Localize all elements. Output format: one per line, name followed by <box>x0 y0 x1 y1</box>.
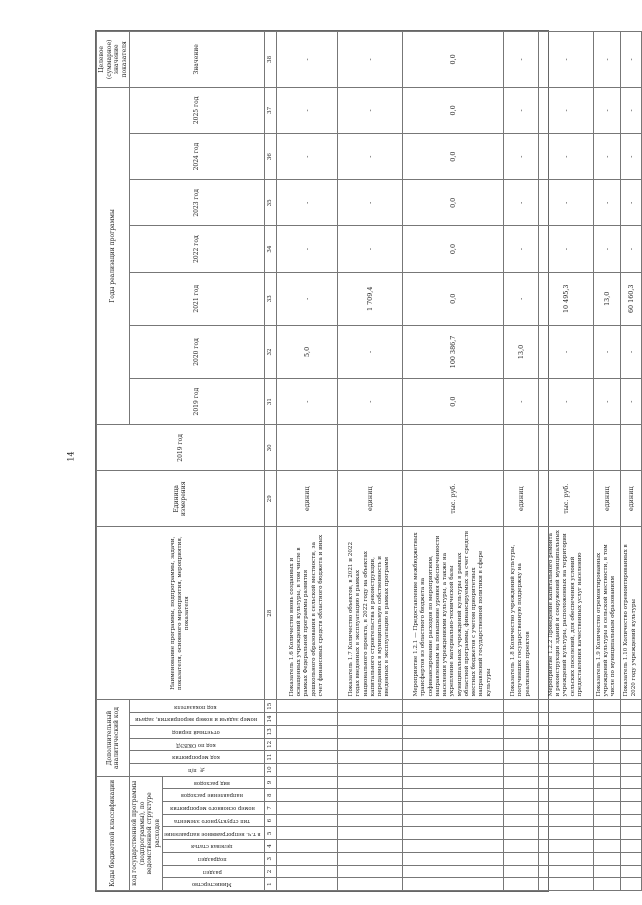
code-cell <box>402 840 503 853</box>
code-cell <box>620 802 641 815</box>
col-num: 3 <box>264 852 276 865</box>
code-cell <box>503 725 538 738</box>
sub-col-5: в т.ч. непрограммное направление <box>164 830 261 837</box>
code-cell <box>593 738 620 751</box>
code-cell <box>503 713 538 726</box>
code-cell <box>620 789 641 802</box>
sub-col-2: раздел <box>202 868 222 875</box>
year-value-cell: 100 386,7 <box>402 325 503 378</box>
year-value-cell: - <box>503 272 538 325</box>
year-value-cell: - <box>538 133 593 179</box>
sub-col-4: целевая статья <box>191 843 233 850</box>
indicator-name: Показатель 1.8 Количество учреждений культуры, получивших государственную поддержку на реализацию проектов <box>503 526 538 699</box>
code-cell <box>538 789 593 802</box>
year-value-cell: - <box>503 226 538 272</box>
code-cell <box>503 751 538 764</box>
code-cell <box>503 827 538 840</box>
code-cell <box>593 827 620 840</box>
base-year-cell <box>337 425 402 471</box>
code-cell <box>402 738 503 751</box>
indicator-name: Мероприятие 1.2.1 — Предоставление межбюджетных трансфертов из областного бюджета на софинансирование расходов по мероприятиям, направленным на повышение уровня обеспеченности населения учреждениями культуры, а также на укрепление материально-технической базы муниципальных учреждений культуры в рамках областной программы, финансируемых за счет средств местных бюджетов с учетом приоритетных направлений государственной политики в сфере культуры <box>402 526 503 699</box>
unit-cell: тыс. руб. <box>402 471 503 526</box>
code-cell <box>593 865 620 878</box>
sub-col-3: подраздел <box>197 856 227 862</box>
code-cell <box>538 814 593 827</box>
col-num: 10 <box>264 763 276 776</box>
code-cell <box>402 700 503 713</box>
code-cell <box>538 802 593 815</box>
code-cell <box>503 814 538 827</box>
code-cell <box>276 713 337 726</box>
year-header-2: 2020 год <box>130 325 265 378</box>
years-group-header: Годы реализации программы <box>97 87 130 425</box>
budget-class-header: Коды бюджетной классификации <box>97 776 130 890</box>
activity-col-4: отчетный период <box>171 728 220 735</box>
code-cell <box>402 802 503 815</box>
code-cell <box>503 763 538 776</box>
code-cell <box>620 725 641 738</box>
code-cell <box>620 738 641 751</box>
code-cell <box>593 814 620 827</box>
base-year-cell <box>538 425 593 471</box>
code-cell <box>593 700 620 713</box>
table-row <box>337 32 402 891</box>
col-num: 34 <box>264 226 276 272</box>
code-cell <box>337 865 402 878</box>
col-num: 38 <box>264 32 276 88</box>
final-group-header: Целевое (суммарное) значение показателя <box>97 32 130 88</box>
unit-header: Единица измерения <box>97 471 265 526</box>
year-value-cell: 10 495,3 <box>538 272 593 325</box>
year-value-cell: 0,0 <box>402 379 503 425</box>
col-num: 5 <box>264 827 276 840</box>
page-number: 14 <box>66 451 76 462</box>
base-year-cell <box>276 425 337 471</box>
code-cell <box>402 751 503 764</box>
code-cell <box>593 852 620 865</box>
code-cell <box>276 738 337 751</box>
indicator-name: Мероприятие 1.2.2 Проведение капитального ремонта и реконструкции зданий и сооружений муниципальных учреждений культуры, расположенных на территории сельских поселений, для обеспечения условий предоставления качественных услуг населению <box>538 526 593 699</box>
sub-col-6: тип структурного элемента <box>174 817 251 824</box>
col-num: 6 <box>264 814 276 827</box>
code-cell <box>503 802 538 815</box>
code-cell <box>402 789 503 802</box>
year-value-cell: - <box>593 133 620 179</box>
code-cell <box>402 814 503 827</box>
code-cell <box>538 751 593 764</box>
year-value-cell: - <box>620 133 641 179</box>
code-cell <box>593 725 620 738</box>
year-value-cell: 13,0 <box>593 272 620 325</box>
code-cell <box>593 878 620 891</box>
base-year-cell <box>593 425 620 471</box>
code-cell <box>503 865 538 878</box>
code-cell <box>538 713 593 726</box>
indicator-name: Показатель 1.7 Количество объектов, в 2021 и 2022 годах введенных в эксплуатацию в рамках национального проекта, в 2022 году на объектах капитального строительства и реконструкции, переданных в муниципальную собственность и введенных в эксплуатацию в рамках программ <box>337 526 402 699</box>
year-value-cell: - <box>337 180 402 226</box>
code-cell <box>593 802 620 815</box>
final-value-cell: - <box>276 32 337 88</box>
year-header-3: 2021 год <box>130 272 265 325</box>
col-num: 7 <box>264 802 276 815</box>
program-indicators-table <box>96 31 642 891</box>
year-value-cell: - <box>593 180 620 226</box>
year-value-cell: - <box>538 180 593 226</box>
year-value-cell: - <box>503 180 538 226</box>
code-cell <box>503 840 538 853</box>
code-cell <box>620 713 641 726</box>
code-cell <box>276 776 337 789</box>
year-value-cell: - <box>620 379 641 425</box>
code-cell <box>276 802 337 815</box>
col-num: 14 <box>264 713 276 726</box>
code-cell <box>337 789 402 802</box>
year-value-cell: - <box>276 133 337 179</box>
code-cell <box>593 789 620 802</box>
code-cell <box>402 776 503 789</box>
year-value-cell: - <box>620 180 641 226</box>
code-cell <box>276 700 337 713</box>
unit-cell: единиц <box>503 471 538 526</box>
year-value-cell: - <box>337 379 402 425</box>
activity-col-1: № п/п <box>187 767 204 774</box>
code-cell <box>337 763 402 776</box>
col-num: 12 <box>264 738 276 751</box>
year-value-cell: - <box>337 325 402 378</box>
year-header-7: 2025 год <box>130 87 265 133</box>
year-value-cell: - <box>276 180 337 226</box>
code-cell <box>503 789 538 802</box>
code-cell <box>402 713 503 726</box>
code-cell <box>538 840 593 853</box>
year-value-cell: 60 160,3 <box>620 272 641 325</box>
code-cell <box>337 852 402 865</box>
year-header-4: 2022 год <box>130 226 265 272</box>
code-cell <box>276 865 337 878</box>
indicator-name: Показатель 1.9 Количество отремонтированных учреждений культуры в сельской местности, в том числе по муниципальным образованиям <box>593 526 620 699</box>
year-header-1: 2019 год <box>130 379 265 425</box>
sub-col-1: Министерство <box>192 881 233 888</box>
code-cell <box>503 776 538 789</box>
base-year-cell <box>402 425 503 471</box>
year-value-cell: - <box>593 379 620 425</box>
year-value-cell: 13,0 <box>503 325 538 378</box>
code-cell <box>337 713 402 726</box>
year-value-cell: - <box>538 325 593 378</box>
col-num: 36 <box>264 133 276 179</box>
gp-class-header: код государственной программы (подпрограммы), по ведомственной структуре расходов <box>130 776 163 890</box>
code-cell <box>503 738 538 751</box>
code-cell <box>620 763 641 776</box>
code-cell <box>276 840 337 853</box>
code-cell <box>276 852 337 865</box>
table-row <box>276 32 337 891</box>
activity-class-header: Дополнительный аналитический код <box>97 700 130 776</box>
col-num: 11 <box>264 751 276 764</box>
code-cell <box>337 814 402 827</box>
col-num: 37 <box>264 87 276 133</box>
final-value-cell: - <box>593 32 620 88</box>
sub-col-8: направление расходов <box>181 792 244 799</box>
code-cell <box>593 713 620 726</box>
code-cell <box>337 700 402 713</box>
col-num: 8 <box>264 789 276 802</box>
code-cell <box>620 878 641 891</box>
code-cell <box>593 776 620 789</box>
code-cell <box>276 763 337 776</box>
year-value-cell: 0,0 <box>402 272 503 325</box>
code-cell <box>538 725 593 738</box>
code-cell <box>276 725 337 738</box>
year-value-cell: 1 709,4 <box>337 272 402 325</box>
activity-col-6: код показателя <box>174 703 217 710</box>
code-cell <box>538 763 593 776</box>
year-value-cell: 0,0 <box>402 226 503 272</box>
unit-cell: единиц <box>276 471 337 526</box>
year-header-6: 2024 год <box>130 133 265 179</box>
year-header-5: 2023 год <box>130 180 265 226</box>
activity-col-3: код по ОКВЭД <box>175 741 216 748</box>
final-col-header: Значение <box>130 32 265 88</box>
code-cell <box>538 852 593 865</box>
code-cell <box>402 878 503 891</box>
col-num: 2 <box>264 865 276 878</box>
sub-col-9: вид расходов <box>194 779 231 786</box>
col-num: 28 <box>264 526 276 699</box>
code-cell <box>402 852 503 865</box>
code-cell <box>402 725 503 738</box>
table-row <box>620 32 641 891</box>
year-value-cell: - <box>276 272 337 325</box>
activity-col-2: код мероприятия <box>171 754 220 761</box>
final-value-cell: - <box>503 32 538 88</box>
table-row <box>402 32 503 891</box>
code-cell <box>402 827 503 840</box>
code-cell <box>503 700 538 713</box>
year-value-cell: - <box>620 87 641 133</box>
code-cell <box>276 789 337 802</box>
unit-cell: тыс. руб. <box>538 471 593 526</box>
year-value-cell: - <box>337 133 402 179</box>
col-num: 33 <box>264 272 276 325</box>
code-cell <box>538 776 593 789</box>
code-cell <box>538 700 593 713</box>
code-cell <box>593 840 620 853</box>
code-cell <box>337 802 402 815</box>
landscape-table-area <box>96 31 637 891</box>
year-value-cell: - <box>503 379 538 425</box>
col-num: 9 <box>264 776 276 789</box>
year-value-cell: - <box>337 226 402 272</box>
code-cell <box>620 751 641 764</box>
code-cell <box>503 878 538 891</box>
year-value-cell: - <box>593 87 620 133</box>
year-value-cell: - <box>503 87 538 133</box>
year-value-cell: - <box>620 226 641 272</box>
code-cell <box>538 865 593 878</box>
code-cell <box>402 865 503 878</box>
code-cell <box>620 840 641 853</box>
code-cell <box>276 878 337 891</box>
col-num: 15 <box>264 700 276 713</box>
final-value-cell: - <box>538 32 593 88</box>
year-value-cell: 5,0 <box>276 325 337 378</box>
code-cell <box>337 725 402 738</box>
final-value-cell: - <box>337 32 402 88</box>
year-value-cell: 0,0 <box>402 180 503 226</box>
code-cell <box>538 878 593 891</box>
final-value-cell: 0,0 <box>402 32 503 88</box>
base-year-cell <box>620 425 641 471</box>
col-num: 31 <box>264 379 276 425</box>
col-num: 1 <box>264 878 276 891</box>
code-cell <box>402 763 503 776</box>
code-cell <box>337 878 402 891</box>
table-row <box>503 32 538 891</box>
col-num: 4 <box>264 840 276 853</box>
code-cell <box>337 776 402 789</box>
year-value-cell: 0,0 <box>402 133 503 179</box>
year-value-cell: - <box>276 87 337 133</box>
table-body <box>276 32 641 891</box>
code-cell <box>503 852 538 865</box>
year-value-cell: - <box>593 226 620 272</box>
year-value-cell: - <box>538 379 593 425</box>
year-value-cell: 0,0 <box>402 87 503 133</box>
year-value-cell: - <box>538 87 593 133</box>
code-cell <box>276 751 337 764</box>
col-num: 32 <box>264 325 276 378</box>
col-num: 13 <box>264 725 276 738</box>
name-header: Наименование программы, подпрограммы, задачи, показателя, основного мероприятия, мероприятия, показателя <box>97 526 265 699</box>
code-cell <box>337 751 402 764</box>
unit-cell: единиц <box>620 471 641 526</box>
rotated-table-frame <box>95 30 637 892</box>
final-value-cell: - <box>620 32 641 88</box>
year-value-cell: - <box>337 87 402 133</box>
code-cell <box>593 751 620 764</box>
code-cell <box>620 776 641 789</box>
year-value-cell: - <box>503 133 538 179</box>
base-year-header: 2019 год <box>97 425 265 471</box>
col-num: 30 <box>264 425 276 471</box>
year-value-cell: - <box>276 226 337 272</box>
code-cell <box>620 827 641 840</box>
year-value-cell: - <box>276 379 337 425</box>
col-num: 29 <box>264 471 276 526</box>
code-cell <box>276 814 337 827</box>
code-cell <box>620 700 641 713</box>
code-cell <box>337 840 402 853</box>
code-cell <box>276 827 337 840</box>
year-value-cell: - <box>538 226 593 272</box>
code-cell <box>337 827 402 840</box>
code-cell <box>538 827 593 840</box>
unit-cell: единиц <box>337 471 402 526</box>
activity-col-5: номер задачи и номер мероприятия, задачи <box>134 716 257 723</box>
code-cell <box>337 738 402 751</box>
indicator-name: Показатель 1.10 Количество отремонтированных в 2020 году учреждений культуры <box>620 526 641 699</box>
table-row <box>593 32 620 891</box>
sub-col-7: номер основного мероприятия <box>169 805 255 812</box>
indicator-name: Показатель 1.6 Количество вновь созданных и оснащенных учреждений культуры, в том числе в рамках Федеральной программы развития дошкольного образования в сельской местности, за счет финансовых средств областного бюджета и иных <box>276 526 337 699</box>
code-cell <box>620 814 641 827</box>
table-row <box>538 32 593 891</box>
code-cell <box>620 865 641 878</box>
code-cell <box>620 852 641 865</box>
unit-cell: единиц <box>593 471 620 526</box>
code-cell <box>593 763 620 776</box>
year-value-cell: - <box>593 325 620 378</box>
year-value-cell: - <box>620 325 641 378</box>
code-cell <box>538 738 593 751</box>
col-num: 35 <box>264 180 276 226</box>
base-year-cell <box>503 425 538 471</box>
